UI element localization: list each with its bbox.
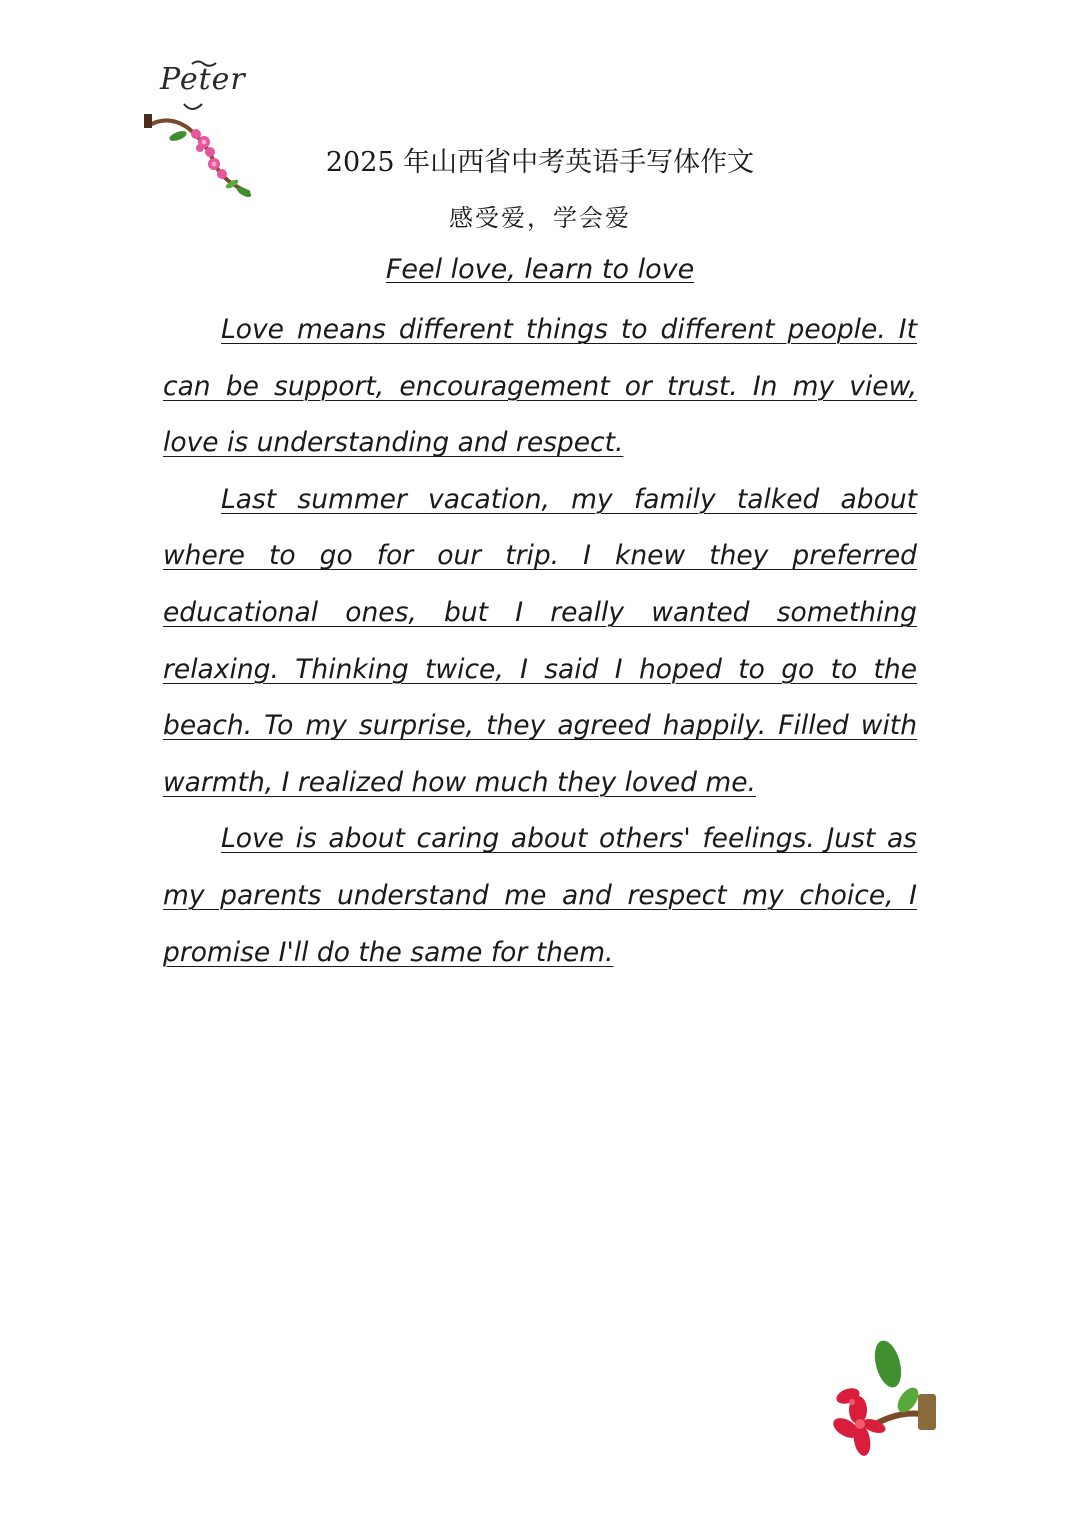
logo-text: Peter (160, 62, 246, 97)
essay-title: Feel love, learn to love (385, 254, 695, 285)
essay-paragraph-text: Last summer vacation, my family talked about where to go for our trip. I knew they preferred educational ones, but I really wanted something relaxing. Thinking twice, I said I hoped to go to the beach. To my surprise, they agreed happily. Filled with warmth, I realized how much they loved me. (163, 483, 917, 798)
essay-body (163, 302, 917, 981)
essay-paragraph-text: Love is about caring about others' feelings. Just as my parents understand me and respect my choice, I promise I'll do the same for them. (163, 823, 917, 968)
red-flower-branch-icon (822, 1336, 942, 1466)
peter-logo (140, 56, 260, 201)
essay-paragraph-1 (163, 302, 917, 472)
page-title: 2025 年山西省中考英语手写体作文 (325, 147, 755, 178)
chinese-topic: 感受爱，学会爱 (449, 204, 631, 232)
essay-paragraph-3 (163, 811, 917, 981)
essay-paragraph-text: Love means different things to different people. It can be support, encouragement or trust. In my view, love is understanding and respect. (163, 314, 917, 459)
essay-paragraph-2 (163, 472, 917, 812)
